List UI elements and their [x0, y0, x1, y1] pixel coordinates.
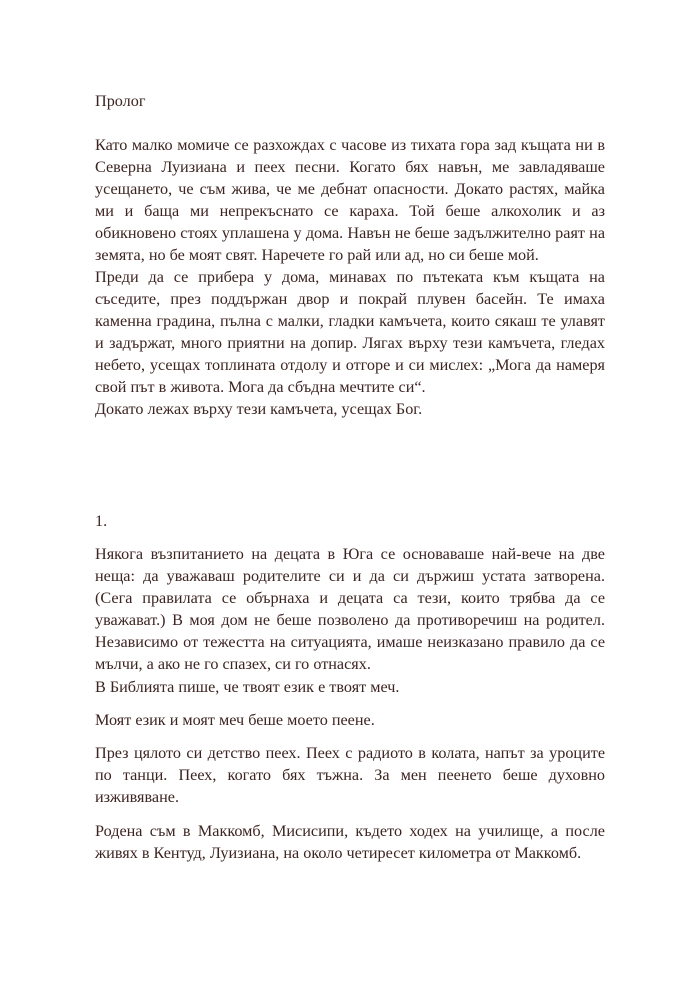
chapter-1-paragraph-4: През цялото си детство пеех. Пеех с радиото в колата, напът за уроците по танци. Пеех, когато бях тъжна. За мен пеенето беше духовно изживяване. [95, 744, 605, 806]
chapter-1-heading: 1. [95, 512, 108, 530]
chapter-1-paragraph-1: Някога възпитанието на децата в Юга се основаваше най-вече на две неща: да уважаваш родителите си и да си държиш устата затворена. (Сега правилата се обърнаха и децата са тези, които трябва да се уважават.) В моя дом не беше позволено да противоречиш на родител. Независимо от тежестта на ситуацията, имаше неизказано правило да се мълчи, а ако не го спазех, си го отнасях. [95, 545, 605, 673]
prologue-heading: Пролог [95, 92, 146, 110]
prologue-paragraph-2: Преди да се прибера у дома, минавах по пътеката към къщата на съседите, през поддържан двор и покрай плувен басейн. Те имаха каменна градина, пълна с малки, гладки камъчета, които сякаш те улавят и задържат, много приятни на допир. Лягах върху тези камъчета, гледах небето, усещах топлината отдолу и отгоре и си мислех: „Мога да намеря свой път в живота. Мога да сбъдна мечтите си“. [95, 268, 605, 396]
chapter-1-paragraph-3: Моят език и моят меч беше моето пеене. [95, 711, 375, 729]
chapter-1-paragraph-5: Родена съм в Маккомб, Мисисипи, където ходех на училище, а после живях в Кентуд, Луизиана, на около четиресет километра от Маккомб. [95, 822, 605, 862]
chapter-1-paragraph-2: В Библията пише, че твоят език е твоят меч. [95, 678, 400, 696]
prologue-paragraph-1: Като малко момиче се разхождах с часове из тихата гора зад къщата ни в Северна Луизиана и пеех песни. Когато бях навън, ме завладяваше усещането, че съм жива, че ме дебнат опасности. Докато растях, майка ми и баща ми непрекъснато се караха. Той беше алкохолик и аз обикновено стоях уплашена у дома. Навън не беше задължително раят на земята, но бе моят свят. Наречете го рай или ад, но си беше мой. [95, 136, 605, 264]
prologue-paragraph-3: Докато лежах върху тези камъчета, усещах Бог. [95, 400, 423, 418]
